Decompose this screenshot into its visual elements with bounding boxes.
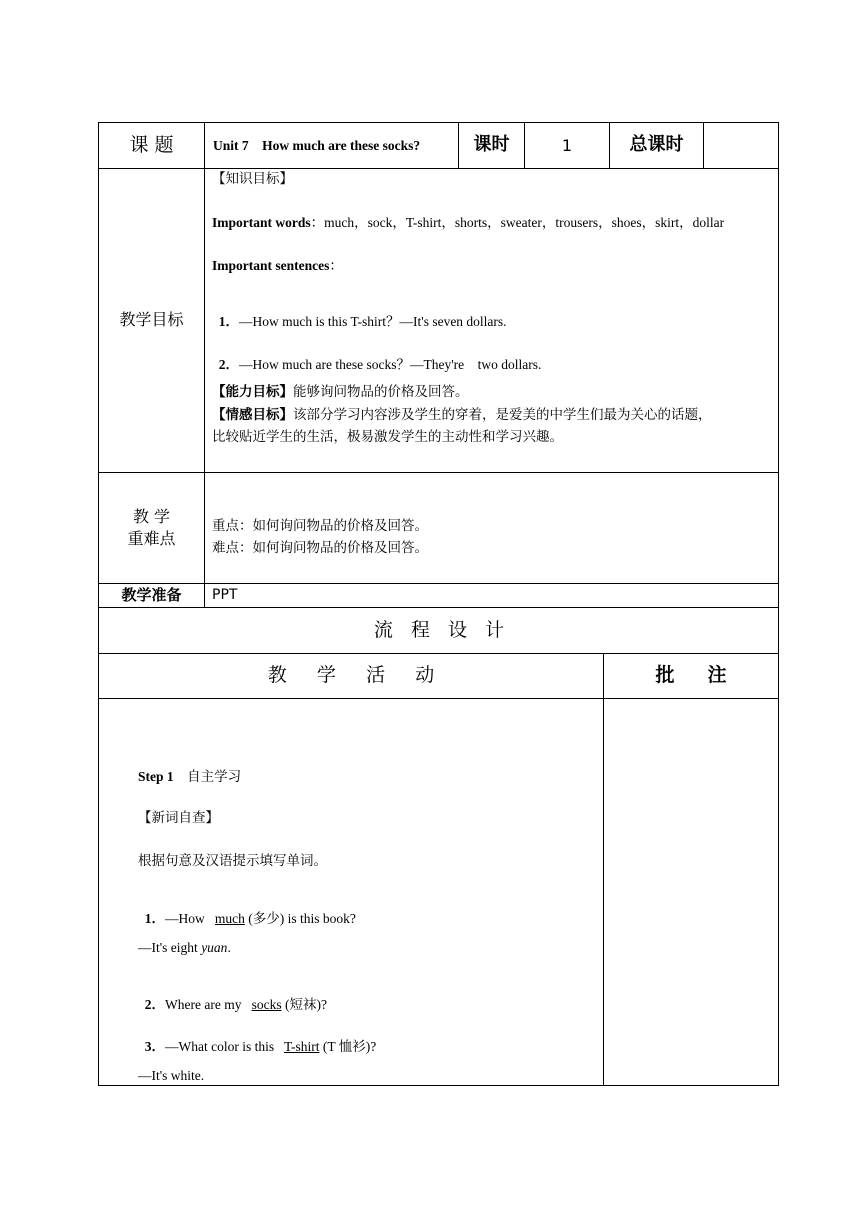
label-period: 课时 bbox=[473, 134, 510, 155]
exercise-1-reply bbox=[138, 941, 231, 955]
preparation-value: PPT bbox=[212, 587, 238, 603]
sentence-2-number: 2． bbox=[218, 356, 239, 372]
column-notes: 批 注 bbox=[655, 664, 727, 686]
exercise-1-reply-end: . bbox=[227, 940, 231, 955]
important-words-list: ：much，sock，T-shirt，shorts，sweater，trousers，shoes，skirt，dollar bbox=[310, 215, 725, 230]
exercise-3-answer: T-shirt bbox=[284, 1038, 320, 1054]
exercise-2-prefix: Where are my bbox=[165, 996, 252, 1012]
sentence-1-text: —How much is this T-shirt？—It's seven dollars. bbox=[239, 313, 507, 329]
sentence-1-number: 1． bbox=[218, 313, 239, 329]
exercise-1-reply-italic: yuan bbox=[201, 940, 228, 955]
lesson-topic: Unit 7 How much are these socks? bbox=[213, 138, 421, 153]
exercise-3-number: 3． bbox=[144, 1038, 165, 1054]
important-sentences-label: Important sentences bbox=[212, 258, 330, 273]
exercise-2-answer: socks bbox=[251, 996, 282, 1012]
important-words bbox=[212, 216, 724, 230]
label-key-points-line-2: 重难点 bbox=[127, 529, 176, 548]
exercise-1-number: 1． bbox=[144, 910, 165, 926]
sentence-2 bbox=[212, 344, 541, 371]
exercise-1-prefix: —How bbox=[165, 910, 215, 926]
ability-text: 能够询问物品的价格及回答。 bbox=[293, 384, 469, 400]
knowledge-title: 【知识目标】 bbox=[212, 171, 293, 187]
label-objectives: 教学目标 bbox=[119, 310, 184, 329]
label-topic: 课 题 bbox=[129, 134, 174, 156]
label-key-points-line-1: 教 学 bbox=[132, 507, 171, 526]
sentence-2-text: —How much are these socks？—They're two dollars. bbox=[239, 356, 542, 372]
important-sentences-colon: ： bbox=[329, 258, 343, 273]
column-teaching-activity: 教 学 活 动 bbox=[267, 664, 435, 686]
exercise-3 bbox=[138, 1026, 376, 1053]
exercise-2 bbox=[138, 984, 327, 1011]
important-words-label: Important words bbox=[212, 215, 311, 230]
sentence-1 bbox=[212, 301, 507, 328]
important-sentences bbox=[212, 259, 343, 273]
exercise-3-prefix: —What color is this bbox=[165, 1038, 284, 1054]
period-value: 1 bbox=[561, 136, 573, 155]
emotion-objective bbox=[212, 408, 712, 423]
emotion-title: 【情感目标】 bbox=[212, 407, 293, 423]
process-title: 流 程 设 计 bbox=[373, 619, 505, 641]
exercise-1-reply-text: —It's eight bbox=[138, 940, 202, 955]
step-1-label: Step 1 bbox=[138, 769, 174, 784]
emotion-text-line-1: 该部分学习内容涉及学生的穿着，是爱美的中学生们最为关心的话题， bbox=[293, 407, 712, 423]
exercise-1 bbox=[138, 898, 356, 925]
exercise-3-suffix: (T 恤衫)? bbox=[319, 1038, 377, 1054]
exercise-1-suffix: (多少) is this book? bbox=[244, 910, 356, 926]
exercise-2-number: 2． bbox=[144, 996, 165, 1012]
exercise-3-reply: —It's white. bbox=[138, 1068, 205, 1083]
step-1-title: 自主学习 bbox=[187, 769, 242, 785]
step-1-heading bbox=[138, 770, 241, 785]
exercise-instruction: 根据句意及汉语提示填写单词。 bbox=[138, 853, 327, 869]
emotion-text-line-2: 比较贴近学生的生活，极易激发学生的主动性和学习兴趣。 bbox=[212, 429, 563, 445]
ability-title: 【能力目标】 bbox=[212, 384, 293, 400]
exercise-1-answer: much bbox=[214, 910, 245, 926]
exercise-2-suffix: (短袜)? bbox=[281, 996, 327, 1012]
key-point: 重点：如何询问物品的价格及回答。 bbox=[212, 518, 428, 534]
difficult-point: 难点：如何询问物品的价格及回答。 bbox=[212, 540, 428, 556]
label-preparation: 教学准备 bbox=[121, 586, 182, 604]
label-total-period: 总课时 bbox=[629, 134, 684, 155]
new-words-subheading: 【新词自查】 bbox=[138, 810, 219, 826]
ability-objective bbox=[212, 385, 469, 400]
